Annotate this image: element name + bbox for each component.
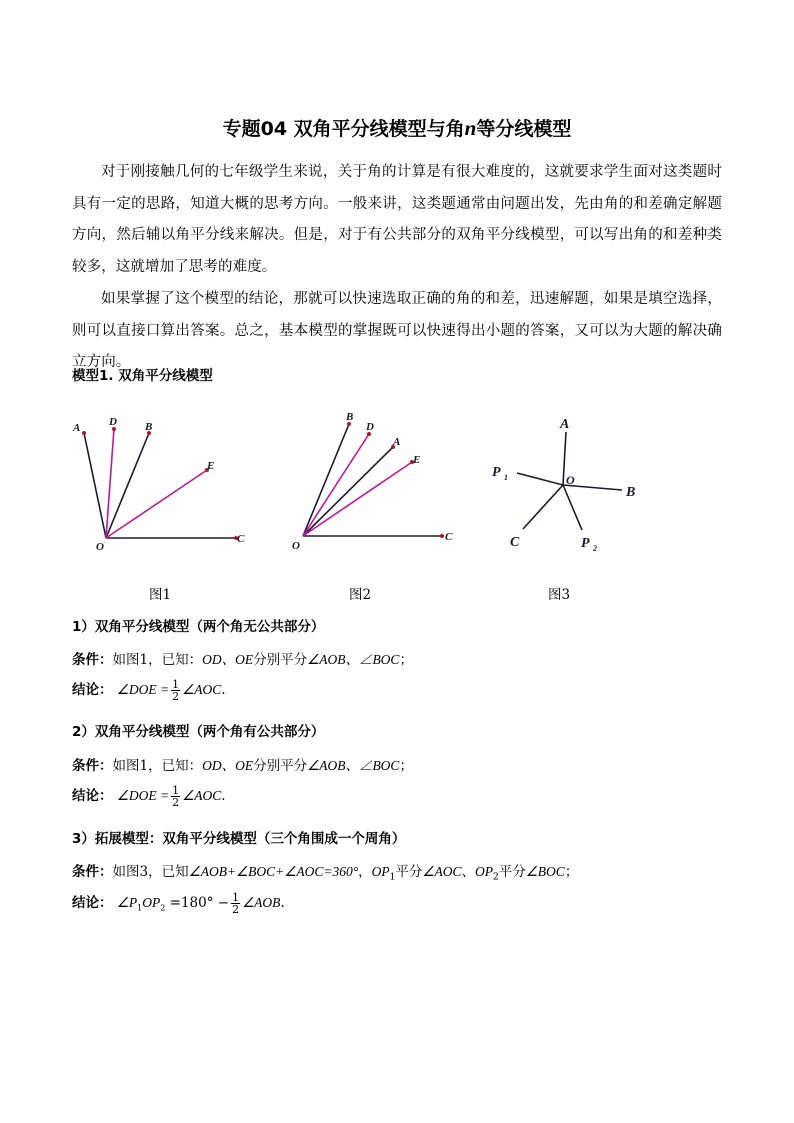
intro-paragraph-2: 如果掌握了这个模型的结论，那就可以快速选取正确的角的和差，迅速解题，如果是填空选择，则可以直接口算出答案。总之，基本模型的掌握既可以快速得出小题的答案，又可以为大题的解决确立方向。 <box>72 291 722 370</box>
fig2-label-E: E <box>413 454 421 466</box>
section-3-conclusion: 结论： $\angle P_1OP_2 =180^\circ$ − $\frac{1}{2}$ ∠AOB. <box>72 891 285 916</box>
fig3-label-A: A <box>560 417 570 432</box>
figures <box>0 395 794 585</box>
section-1-heading: 1）双角平分线模型（两个角无公共部分） <box>72 619 325 635</box>
fig1-label-D: D <box>109 416 117 428</box>
fig3-label-P1-sub: 1 <box>504 473 508 482</box>
section-1-condition: 条件：如图1，已知：OD、OE分别平分∠AOB、∠BOC； <box>72 652 413 668</box>
figure-3-caption: 图3 <box>548 587 571 603</box>
fig1-label-E: E <box>207 460 215 472</box>
fig3-label-P2-sub: 2 <box>593 544 597 553</box>
page-title: 专题04 双角平分线模型与角n等分线模型 <box>222 116 572 140</box>
fig1-label-A: A <box>73 422 81 434</box>
figure-3 <box>492 417 635 553</box>
fig2-label-A: A <box>393 436 401 448</box>
fig3-label-B: B <box>626 485 636 500</box>
fig3-label-C: C <box>510 535 520 550</box>
fig1-label-O: O <box>96 541 104 553</box>
fig2-label-C: C <box>445 531 453 543</box>
section-2-heading: 2）双角平分线模型（两个角有公共部分） <box>72 724 325 740</box>
fig3-label-P2: P <box>581 536 590 551</box>
figure-2 <box>292 411 453 552</box>
section-3-heading: 3）拓展模型：双角平分线模型（三个角围成一个周角） <box>72 831 406 847</box>
section-3-condition: 条件：如图3，已知∠AOB+∠BOC+∠AOC=360°，$OP_1$平分∠AOC、$OP_2$平分∠BOC； <box>72 864 579 883</box>
fig1-label-B: B <box>145 421 153 433</box>
figure-1-caption: 图1 <box>149 587 172 603</box>
fig2-label-D: D <box>366 421 374 433</box>
model-heading: 模型1. 双角平分线模型 <box>72 368 213 384</box>
figure-2-caption: 图2 <box>349 587 372 603</box>
fig3-label-O: O <box>566 473 575 487</box>
section-2-condition: 条件：如图1，已知：OD、OE分别平分∠AOB、∠BOC； <box>72 758 413 774</box>
section-2-conclusion: 结论： ∠DOE = $\frac{1}{2}$ ∠AOC. <box>72 784 226 809</box>
fig2-label-O: O <box>292 540 300 552</box>
fig3-label-P1: P <box>492 465 501 480</box>
intro-paragraph-1: 对于刚接触几何的七年级学生来说，关于角的计算是有很大难度的，这就要求学生面对这类题时具有一定的思路，知道大概的思考方向。一般来讲，这类题通常由问题出发，先由角的和差确定解题方向，然后辅以角平分线来解决。但是，对于有公共部分的双角平分线模型，可以写出角的和差种类较多，这就增加了思考的难度。 <box>72 164 722 275</box>
figure-1 <box>72 416 245 553</box>
section-1-conclusion: 结论： ∠DOE = $\frac{1}{2}$ ∠AOC. <box>72 678 226 703</box>
fig2-label-B: B <box>346 411 354 423</box>
fig1-label-C: C <box>237 533 245 545</box>
